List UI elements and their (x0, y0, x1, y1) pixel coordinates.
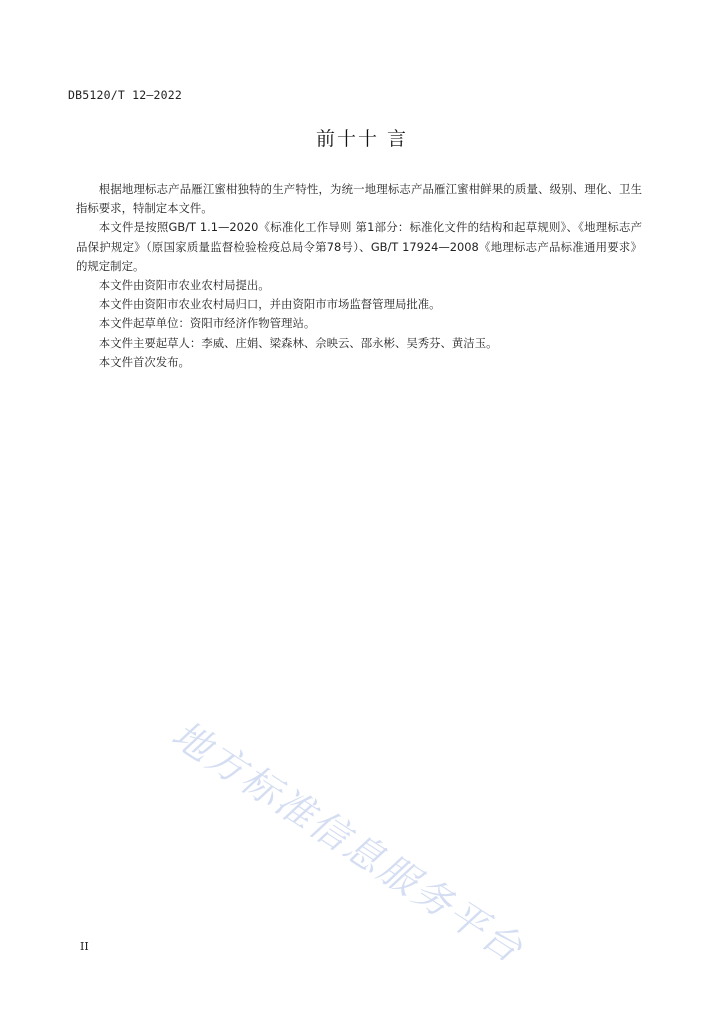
watermark-text: 地方标准信息服务平台 (164, 711, 532, 973)
paragraph-approval: 本文件由资阳市农业农村局归口，并由资阳市市场监督管理局批准。 (98, 297, 441, 312)
page-number: II (80, 940, 89, 953)
paragraph-drafters: 本文件主要起草人：李威、庄娟、梁森林、佘映云、邵永彬、吴秀芬、黄洁玉。 (98, 335, 498, 350)
paragraph-drafting-basis: 本文件是按照GB/T 1.1—2020《标准化工作导则 第1部分：标准化文件的结构和起草规则》、《地理标志产品保护规定》（原国家质量监督检验检疫总局令第78号）、GB/T 17924—2008《地理标志产品标准通用要求》的规定制定。 (76, 220, 642, 273)
foreword-body (76, 180, 642, 372)
paragraph-drafting-unit: 本文件起草单位：资阳市经济作物管理站。 (98, 316, 316, 331)
document-code: DB5120/T 12—2022 (68, 88, 182, 102)
paragraph-first-release: 本文件首次发布。 (98, 354, 190, 369)
paragraph-proposer: 本文件由资阳市农业农村局提出。 (98, 278, 270, 293)
paragraph-purpose: 根据地理标志产品雁江蜜柑独特的生产特性，为统一地理标志产品雁江蜜柑鲜果的质量、级别、理化、卫生指标要求，特制定本文件。 (76, 182, 642, 216)
section-title: 前十十 言 (315, 128, 409, 150)
